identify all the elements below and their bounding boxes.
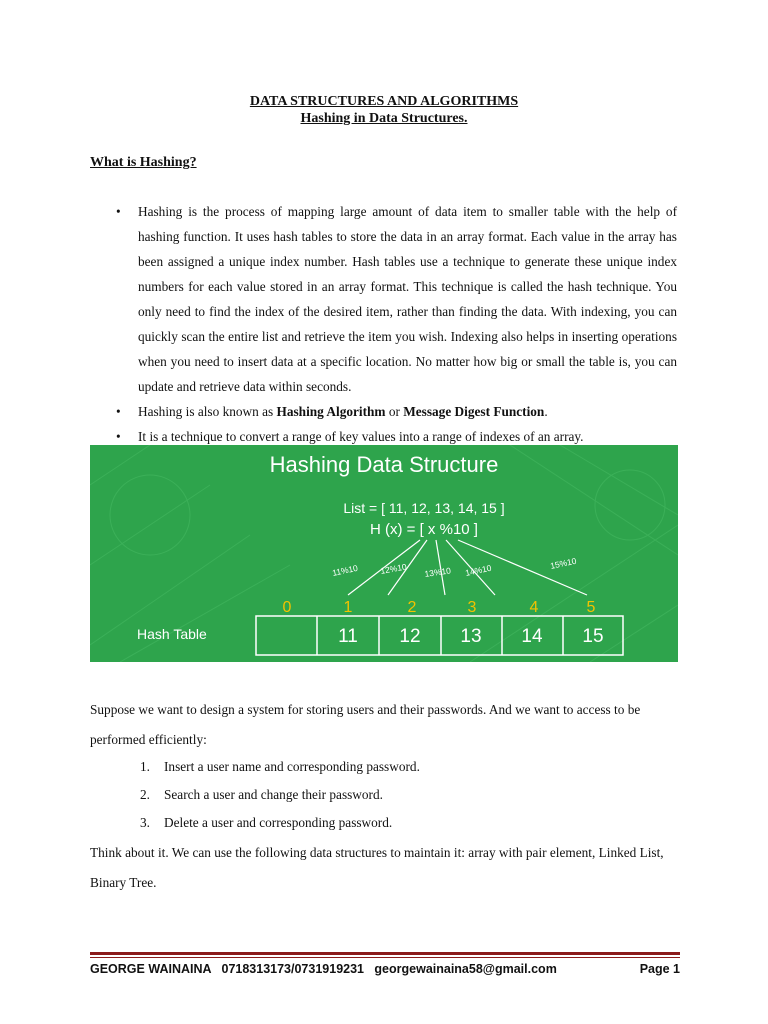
index-label: 4	[529, 599, 539, 616]
list-item	[140, 753, 420, 781]
table-cell: 13	[460, 626, 482, 647]
paragraph-intro: Suppose we want to design a system for storing users and their passwords. And we want to access to be performed efficiently:	[90, 702, 641, 747]
bold-term: Message Digest Function	[403, 404, 545, 419]
numbered-list	[140, 753, 420, 837]
op-label: 14%10	[464, 562, 493, 578]
hash-table-label: Hash Table	[137, 626, 207, 642]
page-number: Page 1	[639, 962, 680, 976]
list-text: Delete a user and corresponding password.	[164, 815, 393, 830]
footer-rule	[90, 952, 680, 955]
index-label: 1	[343, 599, 353, 616]
page-footer	[90, 962, 680, 976]
bullet-text: or	[385, 404, 404, 419]
index-label: 5	[586, 599, 596, 616]
index-label: 2	[407, 599, 417, 616]
list-item	[140, 781, 420, 809]
footer-rule-thin	[90, 957, 680, 958]
hash-table	[256, 616, 623, 655]
list-number: 3.	[140, 815, 150, 830]
document-subtitle: Hashing in Data Structures.	[300, 111, 468, 126]
bullet-item	[112, 199, 677, 399]
op-label: 11%10	[331, 562, 359, 578]
table-cell: 12	[399, 626, 421, 647]
index-label: 0	[282, 599, 292, 616]
list-item	[140, 809, 420, 837]
index-label: 3	[467, 599, 477, 616]
list-text: Search a user and change their password.	[164, 787, 383, 802]
paragraph-conclusion: Think about it. We can use the following data structures to maintain it: array with pair element, Linked List, Binary Tree.	[90, 845, 664, 890]
bullet-text: .	[544, 404, 548, 419]
table-cell: 14	[521, 626, 543, 647]
document-title: DATA STRUCTURES AND ALGORITHMS	[249, 94, 519, 109]
figure-list-line: List = [ 11, 12, 13, 14, 15 ]	[343, 500, 505, 516]
op-label: 13%10	[423, 565, 452, 579]
footer-author: GEORGE WAINAINA 0718313173/0731919231 georgewainaina58@gmail.com	[90, 962, 557, 976]
bullet-text: Hashing is the process of mapping large amount of data item to smaller table with the help of hashing function. It uses hash tables to store the data in an array format. Each value in the array has been assigned a unique index number. Hash tables use a technique to generate these unique index numbers for each value stored in an array format. This technique is called the hash technique. You only need to find the index of the desired item, rather than finding the data. With indexing, you can quickly scan the entire list and retrieve the item you wish. Indexing also helps in inserting operations when you need to insert data at a specific location. No matter how big or small the table is, you can update and retrieve data within seconds.	[138, 204, 677, 394]
hashing-diagram-svg	[90, 445, 678, 662]
bullet-list	[112, 199, 677, 449]
hashing-diagram	[90, 445, 678, 662]
figure-title: Hashing Data Structure	[269, 452, 499, 477]
op-label: 15%10	[549, 555, 578, 571]
table-cell: 11	[338, 626, 358, 647]
op-label: 12%10	[379, 561, 408, 576]
list-number: 1.	[140, 759, 150, 774]
list-text: Insert a user name and corresponding password.	[164, 759, 420, 774]
bold-term: Hashing Algorithm	[276, 404, 386, 419]
table-cell: 15	[582, 626, 604, 647]
list-number: 2.	[140, 787, 150, 802]
section-heading: What is Hashing?	[90, 155, 197, 170]
bullet-text: Hashing is also known as	[138, 404, 277, 419]
figure-function-line: H (x) = [ x %10 ]	[370, 521, 478, 538]
bullet-text: It is a technique to convert a range of key values into a range of indexes of an array.	[138, 429, 584, 444]
bullet-item	[112, 399, 677, 424]
